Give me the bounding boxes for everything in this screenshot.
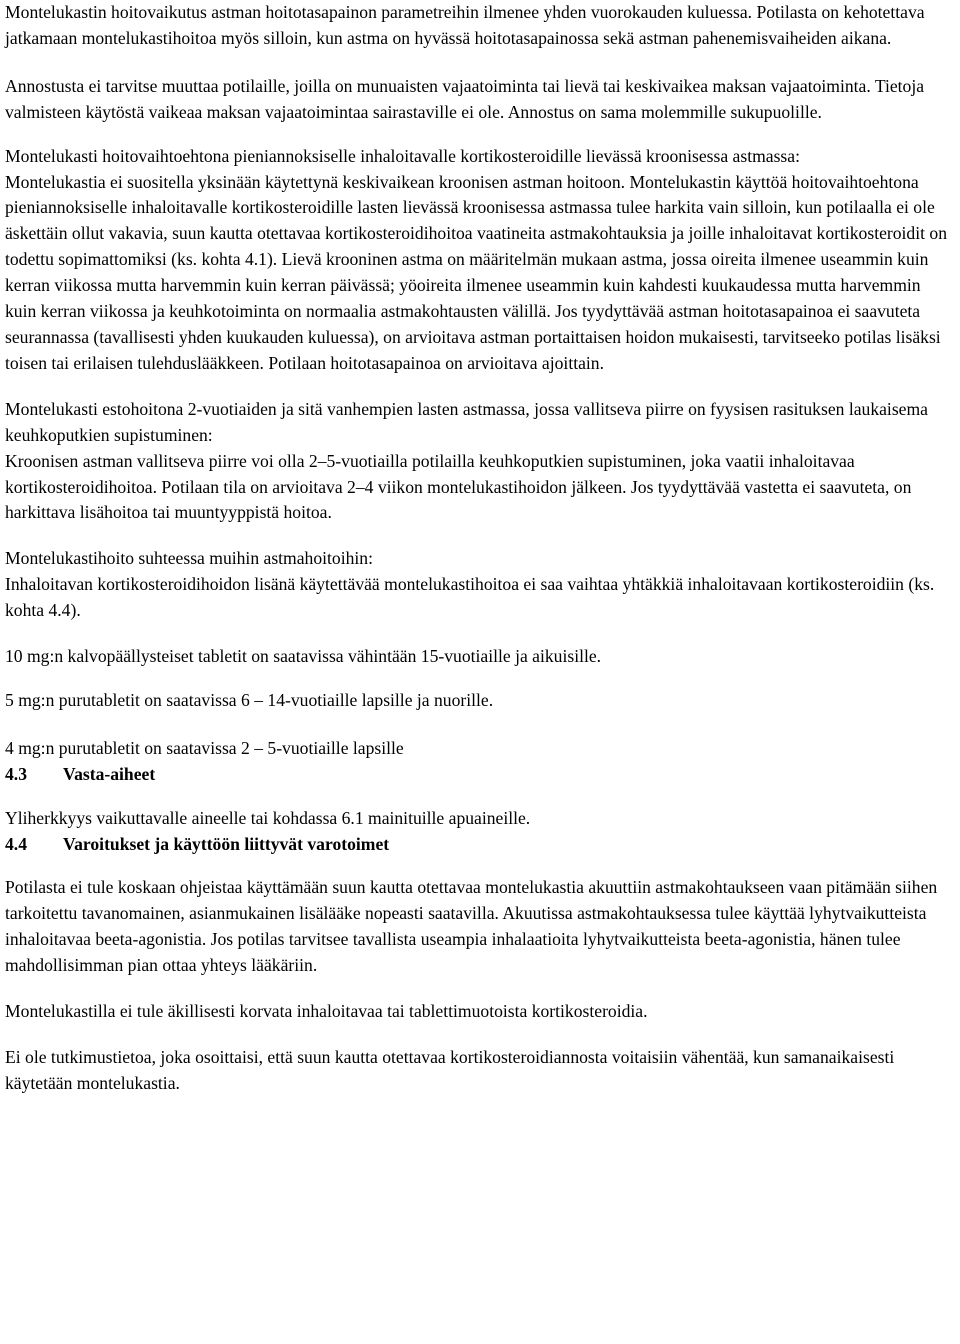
section-title: Varoitukset ja käyttöön liittyvät varotoimet: [63, 833, 390, 854]
paragraph-acute-attack: Potilasta ei tule koskaan ohjeistaa käyttämään suun kautta otettavaa montelukastia akuuttiin astmakohtaukseen vaan pitämään siihen tarkoitettu tavanomainen, asianmukainen lisälääke nopeasti saatavilla. Akuutissa astmakohtauksessa tulee käyttää lyhytvaikutteista inhaloitavaa beeta-agonistia. Jos potilas tarvitsee tavallista useampia inhalaatioita lyhytvaikutteista beeta-agonistia, hänen tulee mahdollisimman pian ottaa yhteys lääkäriin.: [5, 877, 938, 976]
paragraph-exercise-body: Kroonisen astman vallitseva piirre voi olla 2–5-vuotiailla potilailla keuhkoputkien supistuminen, joka vaatii inhaloitavaa kortikosteroidihoitoa. Potilaan tila on arvioitava 2–4 viikon montelukastihoidon jälkeen. Jos tyydyttävää vastetta ei saavuteta, on harkittava lisähoitoa tai muuntyyppistä hoitoa.: [5, 450, 912, 523]
paragraph-other-therapies-lead: Montelukastihoito suhteessa muihin astmahoitoihin:: [5, 548, 373, 569]
section-number: 4.4: [5, 833, 27, 854]
paragraph-exercise-lead: Montelukasti estohoitona 2-vuotiaiden ja sitä vanhempien lasten astmassa, jossa vallitseva piirre on fyysisen rasituksen laukaisema keuhkoputkien supistuminen:: [5, 398, 928, 445]
paragraph-5mg: 5 mg:n purutabletit on saatavissa 6 – 14-vuotiaille lapsille ja nuorille.: [5, 689, 494, 710]
paragraph-4mg: 4 mg:n purutabletit on saatavissa 2 – 5-vuotiaille lapsille: [5, 737, 404, 758]
paragraph-10mg: 10 mg:n kalvopäällysteiset tabletit on saatavissa vähintään 15-vuotiaille ja aikuisille.: [5, 646, 602, 667]
section-heading-4-3: [5, 762, 952, 788]
section-number: 4.3: [5, 763, 27, 784]
paragraph-no-evidence: Ei ole tutkimustietoa, joka osoittaisi, että suun kautta otettavaa kortikosteroidiannosta voitaisiin vähentää, kun samanaikaisesti käytetään montelukastia.: [5, 1047, 895, 1093]
section-heading-4-4: [5, 832, 952, 858]
paragraph-alternative-body: Montelukastia ei suositella yksinään käytettynä keskivaikean kroonisen astman hoitoon. Montelukastin käyttöä hoitovaihtoehtona pieniannoksiselle inhaloitavalle kortikosteroidille lasten lievässä kroonisessa astmassa tulee harkita vain silloin, kun potilaalla ei ole äskettäin ollut vakavia, suun kautta otettavaa kortikosteroidihoitoa vaatineita astmakohtauksia ja joille inhaloitavat kortikosteroidit on todettu sopimattomiksi (ks. kohta 4.1). Lievä krooninen astma on määritelmän mukaan astma, jossa oireita ilmenee useammin kuin kerran viikossa mutta harvemmin kuin kerran päivässä; yöoireita ilmenee useammin kuin kahdesti kuukaudessa mutta harvemmin kuin kerran viikossa ja keuhkotoiminta on normaalia astmakohtausten välillä. Jos tyydyttävää astman hoitotasapainoa ei saavuteta seurannassa (tavallisesti yhden kuukauden kuluessa), on arvioitava astman portaittaisen hoidon mukaisesti, tarvitseeko potilas lisäksi toisen tai erilaisen tulehduslääkkeen. Potilaan hoitotasapainoa on arvioitava ajoittain.: [5, 171, 947, 373]
paragraph-no-replacement: Montelukastilla ei tule äkillisesti korvata inhaloitavaa tai tablettimuotoista kortikosteroidia.: [5, 1001, 648, 1022]
paragraph-other-therapies-body: Inhaloitavan kortikosteroidihoidon lisänä käytettävää montelukastihoitoa ei saa vaihtaa yhtäkkiä inhaloitavaan kortikosteroidiin (ks. kohta 4.4).: [5, 574, 935, 621]
paragraph-alternative-lead: Montelukasti hoitovaihtoehtona pieniannoksiselle inhaloitavalle kortikosteroidille lievässä kroonisessa astmassa:: [5, 145, 800, 166]
paragraph-dose-adjustment: Annostusta ei tarvitse muuttaa potilaille, joilla on munuaisten vajaatoiminta tai lievä tai keskivaikea maksan vajaatoiminta. Tietoja valmisteen käytöstä vaikeaa maksan vajaatoimintaa sairastaville ei ole. Annostus on sama molemmille sukupuolille.: [5, 75, 925, 122]
paragraph-hypersensitivity: Yliherkkyys vaikuttavalle aineelle tai kohdassa 6.1 mainituille apuaineille.: [5, 807, 531, 828]
paragraph-onset: Montelukastin hoitovaikutus astman hoitotasapainon parametreihin ilmenee yhden vuorokauden kuluessa. Potilasta on kehotettava jatkamaan montelukastihoitoa myös silloin, kun astma on hyvässä hoitotasapainossa sekä astman pahenemisvaiheiden aikana.: [5, 2, 925, 48]
section-title: Vasta-aiheet: [63, 763, 156, 784]
